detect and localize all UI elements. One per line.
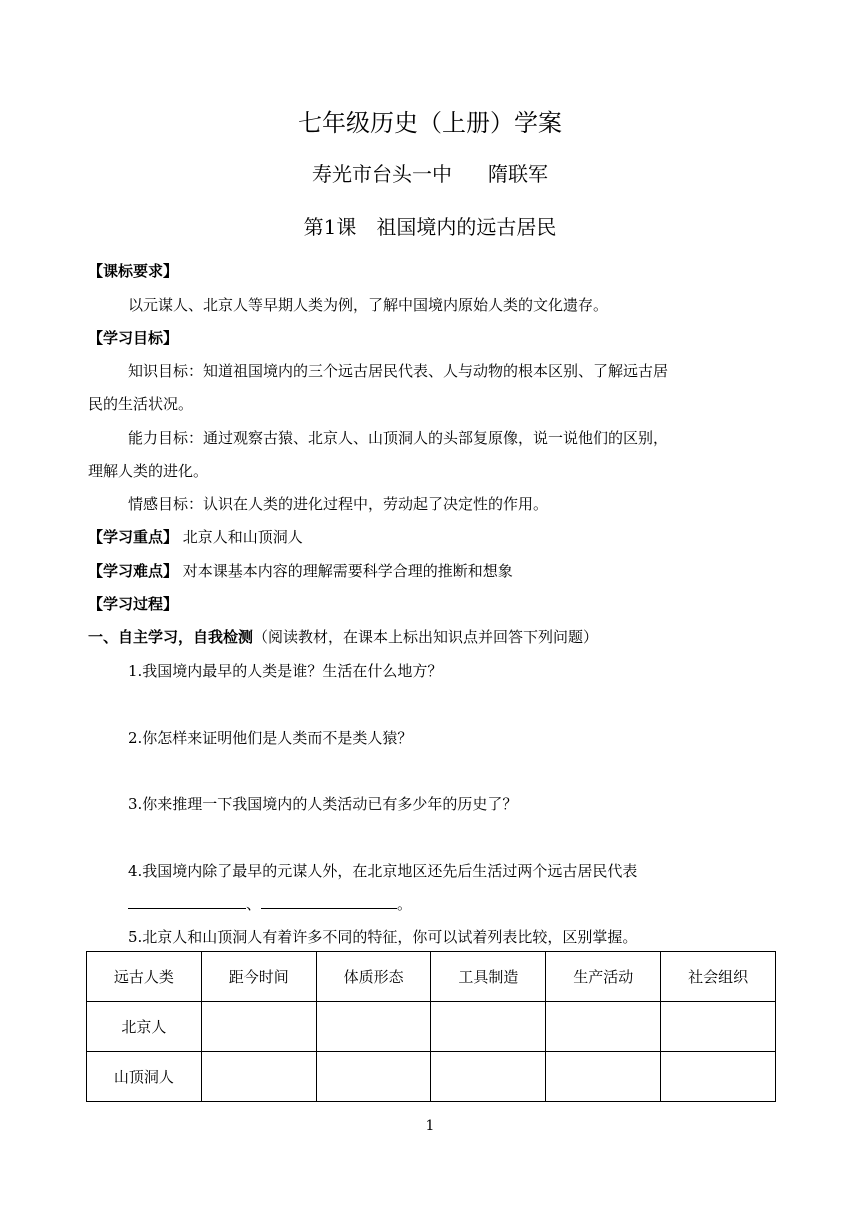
ability-objective-cont: 理解人类的进化。 [88, 462, 209, 480]
section-note: （阅读教材，在课本上标出知识点并回答下列问题） [253, 628, 599, 646]
knowledge-objective: 知识目标：知道祖国境内的三个远古居民代表、人与动物的根本区别、了解远古居 [128, 362, 669, 380]
comparison-table [86, 951, 776, 1102]
ability-objective: 能力目标：通过观察古猿、北京人、山顶洞人的头部复原像，说一说他们的区别， [128, 429, 669, 447]
difficulty-line [88, 560, 778, 582]
page-number: 1 [425, 1118, 435, 1134]
author-line [0, 158, 860, 187]
process-heading: 【学习过程】 [88, 595, 179, 613]
table-header-cell: 距今时间 [201, 952, 316, 1002]
table-header-cell: 远古人类 [87, 952, 202, 1002]
table-row [87, 1002, 776, 1052]
question-1: 1.我国境内最早的人类是谁？生活在什么地方？ [128, 662, 443, 680]
row-label: 北京人 [87, 1002, 202, 1052]
table-header-cell: 体质形态 [316, 952, 431, 1002]
table-header-row [87, 952, 776, 1002]
table-header-cell: 工具制造 [431, 952, 546, 1002]
school-name: 寿光市台头一中 [312, 162, 452, 186]
focus-text: 北京人和山顶洞人 [182, 528, 303, 546]
row-label: 山顶洞人 [87, 1052, 202, 1102]
blank-separator: 、 [246, 895, 262, 913]
section-title: 一、自主学习，自我检测 [88, 628, 254, 646]
table-cell[interactable] [661, 1052, 776, 1102]
lesson-number: 第1课 [303, 215, 357, 239]
document-title: 七年级历史（上册）学案 [298, 109, 562, 137]
table-header-cell: 生产活动 [546, 952, 661, 1002]
question-5: 5.北京人和山顶洞人有着许多不同的特征，你可以试着列表比较，区别掌握。 [128, 928, 638, 946]
table-header-cell: 社会组织 [661, 952, 776, 1002]
table-cell[interactable] [661, 1002, 776, 1052]
section-one [88, 626, 778, 648]
knowledge-objective-cont: 民的生活状况。 [88, 395, 194, 413]
question-3: 3.你来推理一下我国境内的人类活动已有多少年的历史了？ [128, 795, 518, 813]
lesson-title [0, 211, 860, 240]
difficulty-heading: 【学习难点】 [88, 562, 179, 580]
table-cell[interactable] [546, 1002, 661, 1052]
question-4-blanks [128, 893, 818, 915]
table-cell[interactable] [546, 1052, 661, 1102]
lesson-name: 祖国境内的远古居民 [376, 215, 557, 239]
table-cell[interactable] [316, 1002, 431, 1052]
question-2: 2.你怎样来证明他们是人类而不是类人猿？ [128, 729, 413, 747]
emotion-objective: 情感目标：认识在人类的进化过程中，劳动起了决定性的作用。 [128, 495, 549, 513]
standards-text: 以元谋人、北京人等早期人类为例，了解中国境内原始人类的文化遗存。 [128, 296, 609, 314]
objectives-heading: 【学习目标】 [88, 329, 179, 347]
answer-blank-1[interactable] [128, 894, 246, 909]
table-cell[interactable] [316, 1052, 431, 1102]
answer-blank-2[interactable] [261, 894, 397, 909]
table-cell[interactable] [431, 1002, 546, 1052]
standards-heading: 【课标要求】 [88, 262, 179, 280]
focus-line [88, 526, 778, 548]
author-name: 隋联军 [488, 162, 548, 186]
table-cell[interactable] [201, 1052, 316, 1102]
table-row [87, 1052, 776, 1102]
blank-end: 。 [397, 895, 413, 913]
difficulty-text: 对本课基本内容的理解需要科学合理的推断和想象 [182, 562, 513, 580]
table-cell[interactable] [431, 1052, 546, 1102]
focus-heading: 【学习重点】 [88, 528, 179, 546]
question-4: 4.我国境内除了最早的元谋人外，在北京地区还先后生活过两个远古居民代表 [128, 862, 638, 880]
table-cell[interactable] [201, 1002, 316, 1052]
